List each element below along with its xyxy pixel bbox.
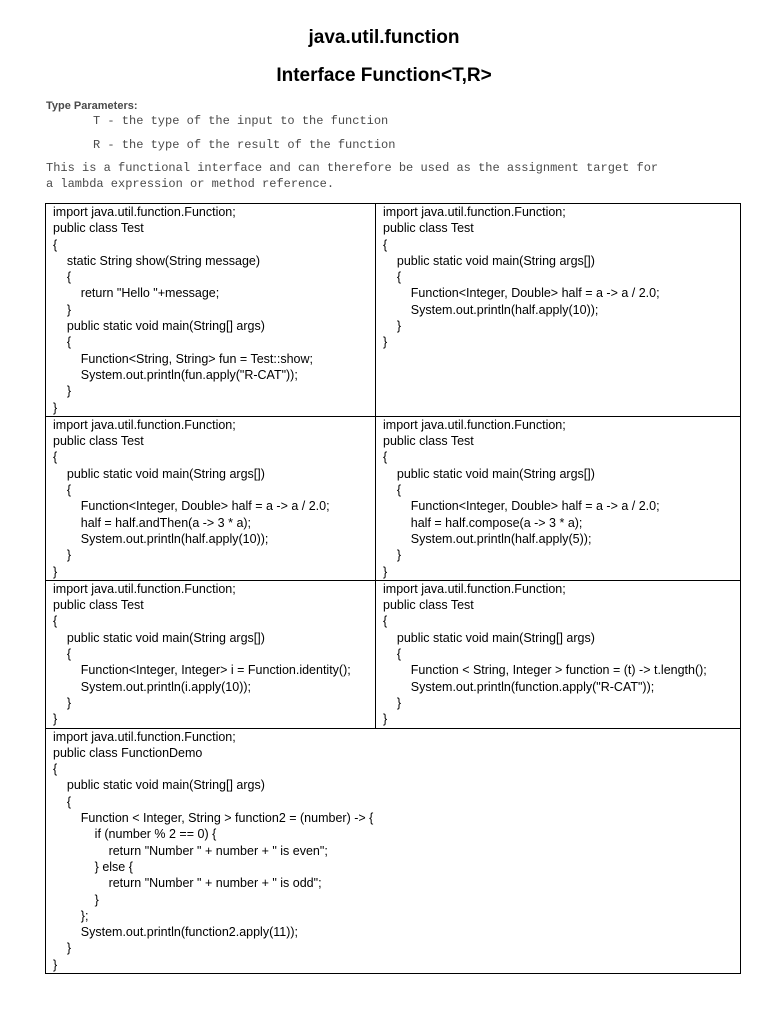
code-line: } — [383, 335, 388, 350]
code-line: { — [53, 335, 72, 350]
code-line: { — [53, 614, 58, 629]
description-line: a lambda expression or method reference. — [46, 177, 335, 191]
code-line: public class FunctionDemo — [53, 745, 203, 760]
code-line: System.out.println(half.apply(10)); — [53, 531, 269, 546]
code-line: } — [383, 319, 402, 334]
code-line: return "Number " + number + " is odd"; — [53, 876, 322, 891]
code-line: public class Test — [53, 434, 144, 449]
code-line: } — [53, 384, 72, 399]
code-line: System.out.println(fun.apply("R-CAT")); — [53, 367, 298, 382]
code-line: Function<Integer, Double> half = a -> a / 2.0; — [383, 499, 660, 514]
code-line: import java.util.function.Function; — [383, 417, 566, 432]
code-line: } — [53, 957, 58, 972]
code-line: static String show(String message) — [53, 253, 261, 268]
code-line: Function<Integer, Double> half = a -> a / 2.0; — [53, 499, 330, 514]
code-block — [53, 204, 375, 416]
code-line: public static void main(String[] args) — [53, 319, 265, 334]
code-line: public static void main(String args[]) — [53, 630, 265, 645]
code-cell-string-length — [376, 580, 741, 728]
code-line: import java.util.function.Function; — [53, 417, 236, 432]
code-line: } — [53, 892, 99, 907]
code-line: public class Test — [383, 434, 474, 449]
code-line: return "Number " + number + " is even"; — [53, 843, 328, 858]
code-block — [53, 417, 375, 580]
code-line: } — [53, 564, 58, 579]
code-line: public class Test — [383, 598, 474, 613]
code-cell-compose — [376, 416, 741, 580]
code-line: System.out.println(half.apply(10)); — [383, 302, 599, 317]
code-line: } — [383, 548, 402, 563]
code-line: return "Hello "+message; — [53, 286, 220, 301]
code-line: { — [53, 270, 72, 285]
type-parameters-heading: Type Parameters: — [46, 100, 138, 112]
code-line: { — [383, 647, 402, 662]
code-line: { — [53, 762, 58, 777]
code-line: Function < Integer, String > function2 = (number) -> { — [53, 811, 374, 826]
code-line: Function<String, String> fun = Test::show; — [53, 351, 313, 366]
type-parameter-r: R - the type of the result of the function — [93, 138, 396, 152]
code-line: { — [383, 237, 388, 252]
code-cell-apply — [376, 204, 741, 417]
code-line: import java.util.function.Function; — [383, 581, 566, 596]
description-line: This is a functional interface and can therefore be used as the assignment target for — [46, 161, 659, 175]
code-line: public static void main(String args[]) — [53, 466, 265, 481]
code-line: { — [53, 794, 72, 809]
code-block — [383, 417, 740, 580]
code-line: { — [53, 483, 72, 498]
code-line: System.out.println(i.apply(10)); — [53, 679, 251, 694]
code-line: } — [383, 695, 402, 710]
code-line: } — [53, 302, 72, 317]
code-cell-andthen — [46, 416, 376, 580]
code-line: import java.util.function.Function; — [53, 205, 236, 219]
code-line: half = half.andThen(a -> 3 * a); — [53, 515, 252, 530]
code-line: System.out.println(half.apply(5)); — [383, 531, 592, 546]
code-cell-function-demo — [46, 728, 741, 973]
code-line: public static void main(String args[]) — [383, 253, 595, 268]
code-line: import java.util.function.Function; — [383, 205, 566, 219]
code-line: }; — [53, 908, 89, 923]
code-examples-table — [45, 203, 741, 974]
code-block — [53, 581, 375, 728]
code-line: } — [383, 564, 388, 579]
code-line: public static void main(String args[]) — [383, 466, 595, 481]
code-line: { — [383, 483, 402, 498]
package-title: java.util.function — [308, 27, 460, 48]
code-cell-method-reference — [46, 204, 376, 417]
code-line: import java.util.function.Function; — [53, 729, 236, 744]
code-line: { — [383, 614, 388, 629]
code-line: { — [53, 237, 58, 252]
code-block — [53, 729, 740, 973]
code-block — [383, 204, 740, 351]
code-line: } — [383, 712, 388, 727]
code-line: { — [383, 270, 402, 285]
code-line: public class Test — [53, 221, 144, 236]
interface-title: Interface Function<T,R> — [276, 65, 492, 86]
code-line: { — [383, 450, 388, 465]
code-line: } — [53, 400, 58, 415]
code-line: Function<Integer, Double> half = a -> a / 2.0; — [383, 286, 660, 301]
code-line: Function<Integer, Integer> i = Function.identity(); — [53, 663, 351, 678]
code-line: public static void main(String[] args) — [53, 778, 265, 793]
code-line: } — [53, 712, 58, 727]
code-line: } else { — [53, 859, 133, 874]
code-line: } — [53, 941, 72, 956]
code-cell-identity — [46, 580, 376, 728]
code-block — [383, 581, 740, 728]
code-line: Function < String, Integer > function = (t) -> t.length(); — [383, 663, 707, 678]
code-line: import java.util.function.Function; — [53, 581, 236, 596]
code-line: if (number % 2 == 0) { — [53, 827, 217, 842]
code-line: { — [53, 450, 58, 465]
code-line: public class Test — [383, 221, 474, 236]
code-line: { — [53, 647, 72, 662]
code-line: System.out.println(function2.apply(11)); — [53, 925, 299, 940]
code-line: } — [53, 695, 72, 710]
code-line: public class Test — [53, 598, 144, 613]
code-line: System.out.println(function.apply("R-CAT")); — [383, 679, 655, 694]
code-line: } — [53, 548, 72, 563]
type-parameter-t: T - the type of the input to the function — [93, 114, 389, 128]
code-line: half = half.compose(a -> 3 * a); — [383, 515, 583, 530]
code-line: public static void main(String[] args) — [383, 630, 595, 645]
